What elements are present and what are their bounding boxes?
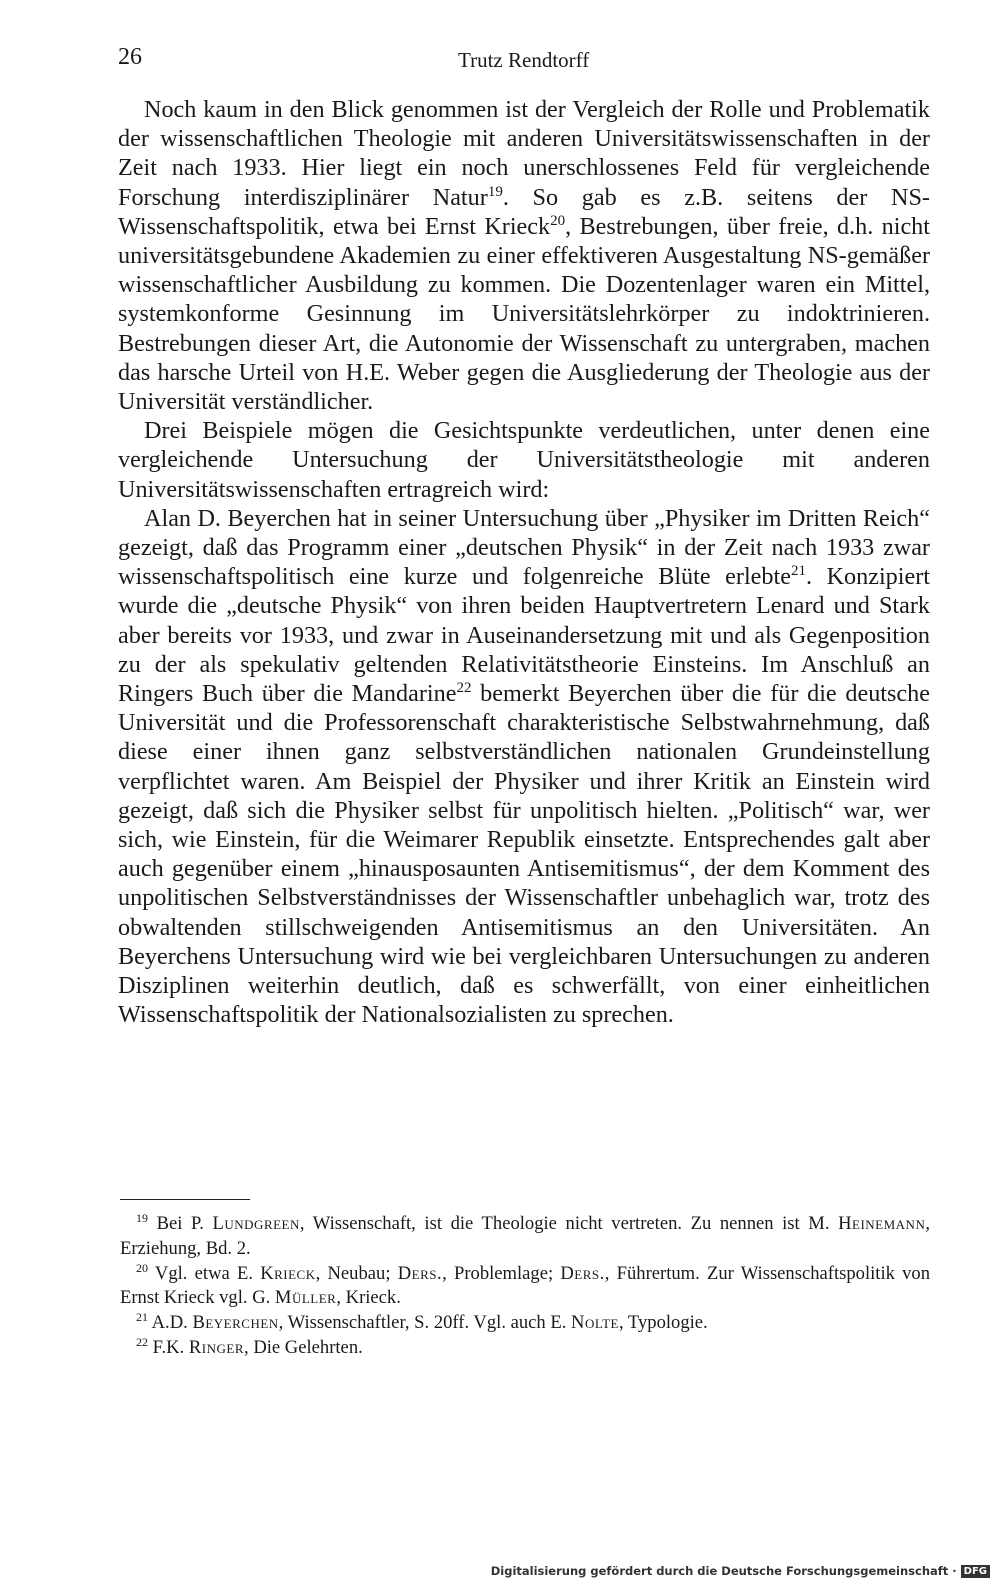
footnotes (120, 1212, 930, 1361)
footnote-20: $^{20}$ Vgl. etwa E. Krieck, Neubau; Ders., Problemlage; Ders., Führertum. Zur Wissenschaftspolitik von Ernst Krieck vgl. G. Müller, Krieck. (120, 1260, 931, 1309)
footnote-22: $^{22}$ F.K. Ringer, Die Gelehrten. (136, 1334, 363, 1358)
digitization-banner (491, 1563, 990, 1579)
running-head: Trutz Rendtorff (458, 48, 590, 72)
page-number: 26 (118, 44, 142, 70)
paragraph-1: Noch kaum in den Blick genommen ist der Vergleich der Rolle und Problematik der wissenschaftlichen Theologie mit anderen Universitätswissenschaften in der Zeit nach 1933. Hier liegt ein noch unerschlossenes Feld für vergleichende Forschung interdisziplinärer Natur$^{19}$. So gab es z.B. seitens der NS-Wissenschaftspolitik, etwa bei Ernst Krieck$^{20}$, Bestrebungen, über freie, d.h. nicht universitätsgebundene Akademien zu einer effektiveren Ausgestaltung NS-gemäßer wissenschaftlicher Ausbildung zu kommen. Die Dozentenlager waren ein Mittel, systemkonforme Gesinnung im Universitätslehrkörper zu indoktrinieren. Bestrebungen dieser Art, die Autonomie der Wissenschaft zu untergraben, machen das harsche Urteil von H.E. Weber gegen die Ausgliederung der Theologie aus der Universität verständlicher. (118, 96, 930, 416)
dfg-logo: DFG (961, 1565, 990, 1578)
footnote-19: $^{19}$ Bei P. Lundgreen, Wissenschaft, ist die Theologie nicht vertreten. Zu nennen ist M. Heinemann, Erziehung, Bd. 2. (120, 1210, 930, 1259)
footnote-ref-22: 22 (456, 680, 472, 696)
footnote-ref-20: 20 (550, 212, 566, 229)
main-text (118, 95, 930, 1030)
footnote-divider (120, 1199, 250, 1200)
footnote-21: $^{21}$ A.D. Beyerchen, Wissenschaftler, S. 20ff. Vgl. auch E. Nolte, Typologie. (136, 1310, 708, 1334)
footnote-ref-21: 21 (790, 563, 806, 580)
paragraph-2: Drei Beispiele mögen die Gesichtspunkte verdeutlichen, unter denen eine vergleichende Untersuchung der Universitätstheologie mit anderen Universitätswissenschaften ertragreich wird: (118, 417, 930, 503)
paragraph-3: Alan D. Beyerchen hat in seiner Untersuchung über „Physiker im Dritten Reich“ gezeigt, daß das Programm einer „deutschen Physik“ in der Zeit nach 1933 zwar wissenschaftspolitisch eine kurze und folgenreiche Blüte erlebte$^{21}$. Konzipiert wurde die „deutsche Physik“ von ihren beiden Hauptvertretern Lenard und Stark aber bereits vor 1933, und zwar in Auseinandersetzung mit und als Gegenposition zu der als spekulativ geltenden Relativitätstheorie Einsteins. Im Anschluß an Ringers Buch über die Mandarine$^{22}$ bemerkt Beyerchen über die für die deutsche Universität und die Professorenschaft charakteristische Selbstwahrnehmung, daß diese einer ihnen ganz selbstverständlichen nationalen Grundeinstellung verpflichtet waren. Am Beispiel der Physiker und ihrer Kritik an Einstein wird gezeigt, daß sich die Physiker selbst für unpolitisch hielten. „Politisch“ war, wer sich, wie Einstein, für die Weimarer Republik einsetzte. Entsprechendes galt aber auch gegenüber einem „hinausposaunten Antisemitismus“, der dem Komment des unpolitischen Selbstverständnisses der Wissenschaftler unbehaglich war, trotz des obwaltenden stillschweigenden Antisemitismus an den Universitäten. An Beyerchens Untersuchung wird wie bei vergleichbaren Untersuchungen zu anderen Disziplinen weiterhin deutlich, daß es schwerfällt, von einer einheitlichen Wissenschaftspolitik der Nationalsozialisten zu sprechen. (118, 504, 930, 1029)
footnote-ref-19: 19 (487, 183, 503, 200)
banner-text: Digitalisierung gefördert durch die Deutsche Forschungsgemeinschaft · (490, 1564, 957, 1578)
page-header (118, 40, 926, 80)
